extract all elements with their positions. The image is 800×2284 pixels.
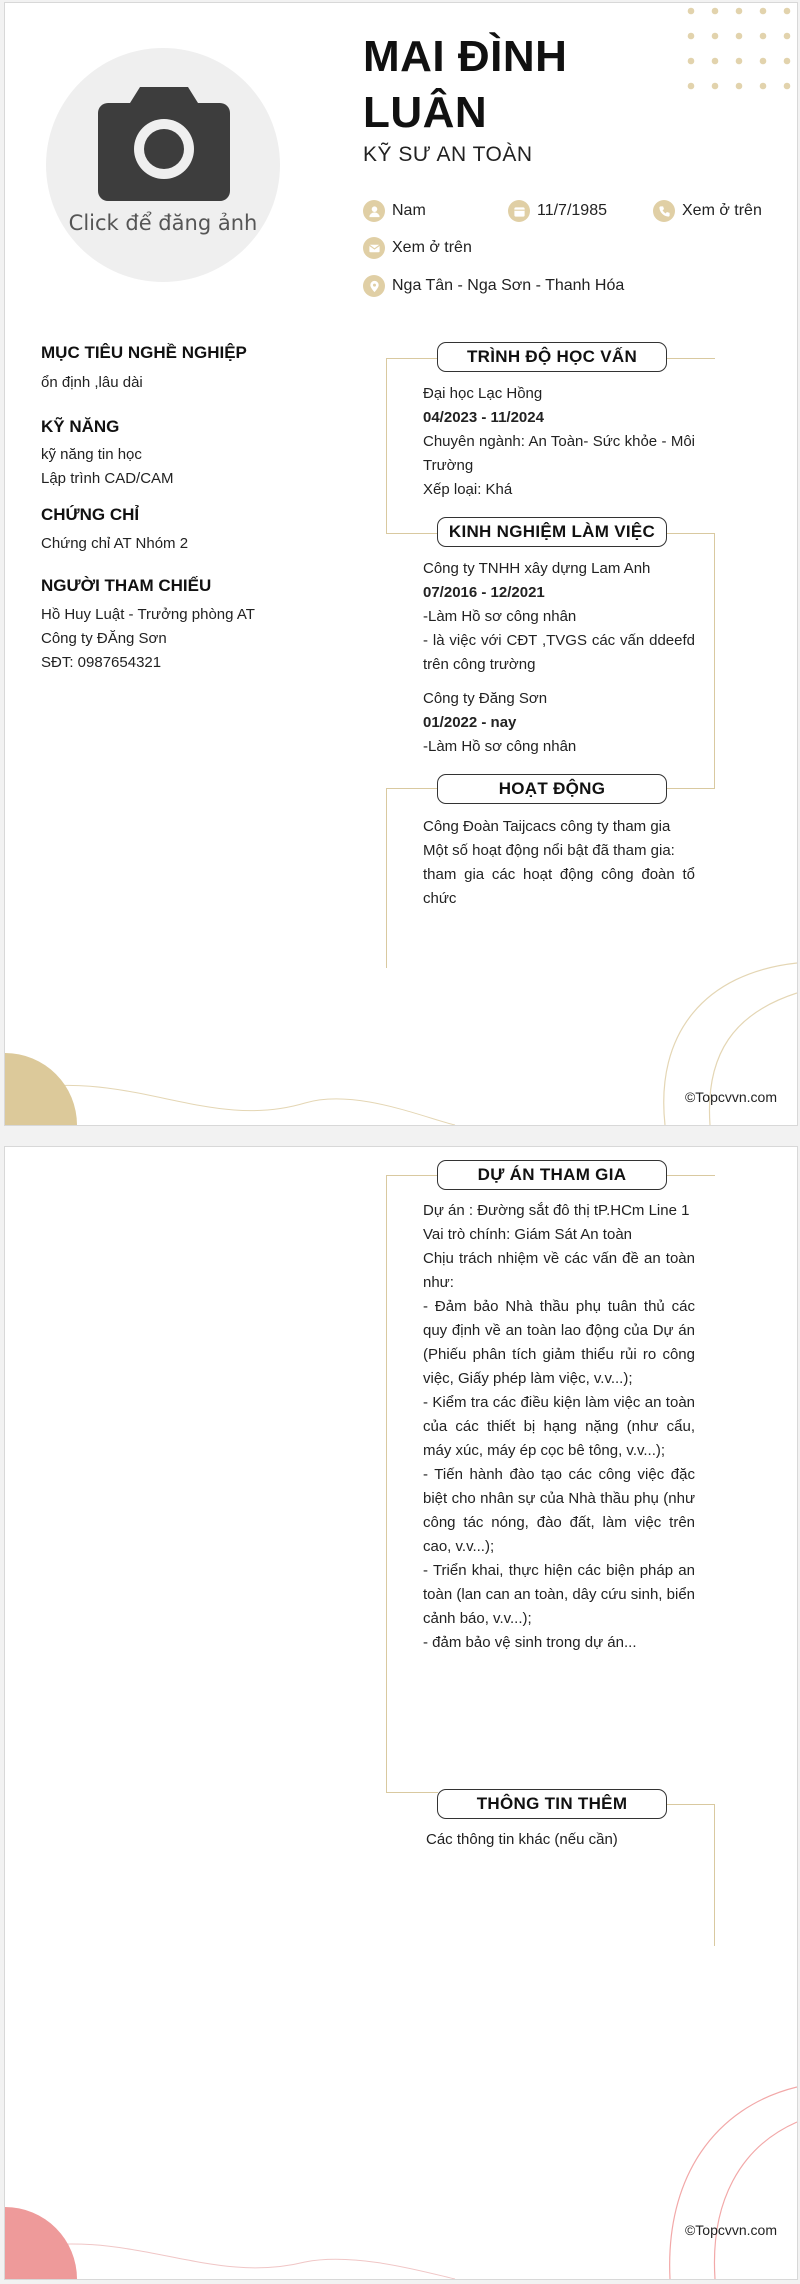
cv-page-2 (4, 1146, 798, 2280)
experience-dates: 01/2022 - nay (423, 714, 517, 731)
cv-page-1 (4, 2, 798, 1126)
certificate-item: Chứng chỉ AT Nhóm 2 (41, 535, 189, 552)
skill-item: Lập trình CAD/CAM (41, 470, 174, 487)
project-line: Chịu trách nhiệm về các vấn đề an toàn như: (423, 1250, 695, 1291)
timeline-line (386, 358, 438, 359)
project-line: - Tiến hành đào tạo các công việc đặc biệt cho nhân sự của Nhà thầu phụ (như công tác nóng, đào đất, làm việc trên cao, v.v...); (423, 1466, 695, 1555)
activity-line: Công Đoàn Taijcacs công ty tham gia (423, 818, 671, 835)
candidate-name (363, 29, 663, 141)
birthday-row (508, 200, 607, 222)
name-line-2: LUÂN (363, 88, 488, 137)
additional-info-line: Các thông tin khác (nếu cần) (426, 1831, 618, 1848)
experience-spacer (423, 677, 695, 687)
reference-line: SĐT: 0987654321 (41, 654, 162, 671)
phone-value: Xem ở trên (682, 202, 762, 219)
skill-item: kỹ năng tin học (41, 446, 142, 463)
decorative-curves (5, 883, 797, 1125)
name-line-1: MAI ĐÌNH (363, 32, 568, 81)
education-content (423, 382, 695, 502)
activities-title: HOẠT ĐỘNG (437, 774, 667, 804)
objective-title: MỤC TIÊU NGHỀ NGHIỆP (41, 343, 247, 362)
birthday-value: 11/7/1985 (537, 202, 607, 219)
person-icon (363, 200, 385, 222)
decorative-dots (683, 3, 793, 103)
timeline-line (386, 533, 438, 534)
certificates-title: CHỨNG CHỈ (41, 505, 140, 524)
objective-text: ổn định ,lâu dài (41, 374, 143, 391)
timeline-line (386, 1175, 438, 1176)
education-grade: Xếp loại: Khá (423, 481, 513, 498)
project-line: - Triển khai, thực hiện các biện pháp an toàn (lan can an toàn, dây cứu sinh, biển cảnh báo, v.v...); (423, 1562, 695, 1627)
education-major: Chuyên ngành: An Toàn- Sức khỏe - Môi Trường (423, 433, 695, 474)
timeline-line (665, 1175, 715, 1176)
project-line: - đảm bảo vệ sinh trong dự án... (423, 1634, 637, 1651)
activity-line: tham gia các hoạt động công đoàn tổ chức (423, 866, 695, 907)
address-row (363, 275, 624, 297)
education-dates: 04/2023 - 11/2024 (423, 409, 544, 426)
camera-icon (96, 83, 232, 203)
email-value: Xem ở trên (392, 239, 472, 256)
education-school: Đại học Lạc Hồng (423, 385, 543, 402)
timeline-line (714, 1804, 715, 1946)
timeline-line (665, 533, 715, 534)
decorative-curves (5, 2007, 797, 2279)
experience-content (423, 557, 695, 759)
phone-row (653, 200, 762, 222)
additional-info-title: THÔNG TIN THÊM (437, 1789, 667, 1819)
gender-value: Nam (392, 202, 426, 219)
activity-line: Một số hoạt động nổi bật đã tham gia: (423, 842, 675, 859)
timeline-line (665, 788, 715, 789)
project-line: - Kiểm tra các điều kiện làm việc an toàn của các thiết bị hạng nặng (như cẩu, máy xúc, máy ép cọc bê tông, v.v...); (423, 1394, 695, 1459)
timeline-line (714, 533, 715, 789)
timeline-line (386, 788, 438, 789)
timeline-line (386, 1175, 387, 1793)
reference-line: Công ty ĐĂng Sơn (41, 630, 167, 647)
project-line: Dự án : Đường sắt đô thị tP.HCm Line 1 (423, 1202, 690, 1219)
reference-line: Hồ Huy Luật - Trưởng phòng AT (41, 606, 255, 623)
additional-info-content (426, 1828, 698, 1852)
address-value: Nga Tân - Nga Sơn - Thanh Hóa (392, 277, 625, 294)
projects-content (423, 1199, 695, 1655)
timeline-line (386, 358, 387, 534)
experience-task: -Làm Hồ sơ công nhân (423, 608, 577, 625)
references-title: NGƯỜI THAM CHIẾU (41, 576, 212, 595)
photo-upload-label: Click để đăng ảnh (68, 211, 258, 235)
job-title: KỸ SƯ AN TOÀN (363, 143, 533, 166)
gender-row (363, 200, 426, 222)
email-icon (363, 237, 385, 259)
project-line: Vai trò chính: Giám Sát An toàn (423, 1226, 633, 1243)
location-pin-icon (363, 275, 385, 297)
copyright: ©Topcvvn.com (684, 2222, 777, 2238)
photo-upload[interactable] (46, 48, 280, 282)
education-title: TRÌNH ĐỘ HỌC VẤN (437, 342, 667, 372)
experience-title: KINH NGHIỆM LÀM VIỆC (437, 517, 667, 547)
experience-dates: 07/2016 - 12/2021 (423, 584, 545, 601)
timeline-line (386, 1792, 438, 1793)
experience-task: - là việc với CĐT ,TVGS các vấn ddeefd trên công trường (423, 632, 695, 673)
experience-task: -Làm Hồ sơ công nhân (423, 738, 577, 755)
timeline-line (665, 1804, 715, 1805)
experience-company: Công ty Đăng Sơn (423, 690, 548, 707)
email-row (363, 237, 472, 259)
skills-title: KỸ NĂNG (41, 417, 120, 436)
timeline-line (665, 358, 715, 359)
project-line: - Đảm bảo Nhà thầu phụ tuân thủ các quy định về an toàn lao động của Dự án (Phiếu phân tích giảm thiểu rủi ro công việc, Giấy phép làm việc, v.v...); (423, 1298, 695, 1387)
copyright: ©Topcvvn.com (684, 1089, 777, 1105)
experience-company: Công ty TNHH xây dựng Lam Anh (423, 560, 651, 577)
calendar-icon (508, 200, 530, 222)
phone-icon (653, 200, 675, 222)
projects-title: DỰ ÁN THAM GIA (437, 1160, 667, 1190)
